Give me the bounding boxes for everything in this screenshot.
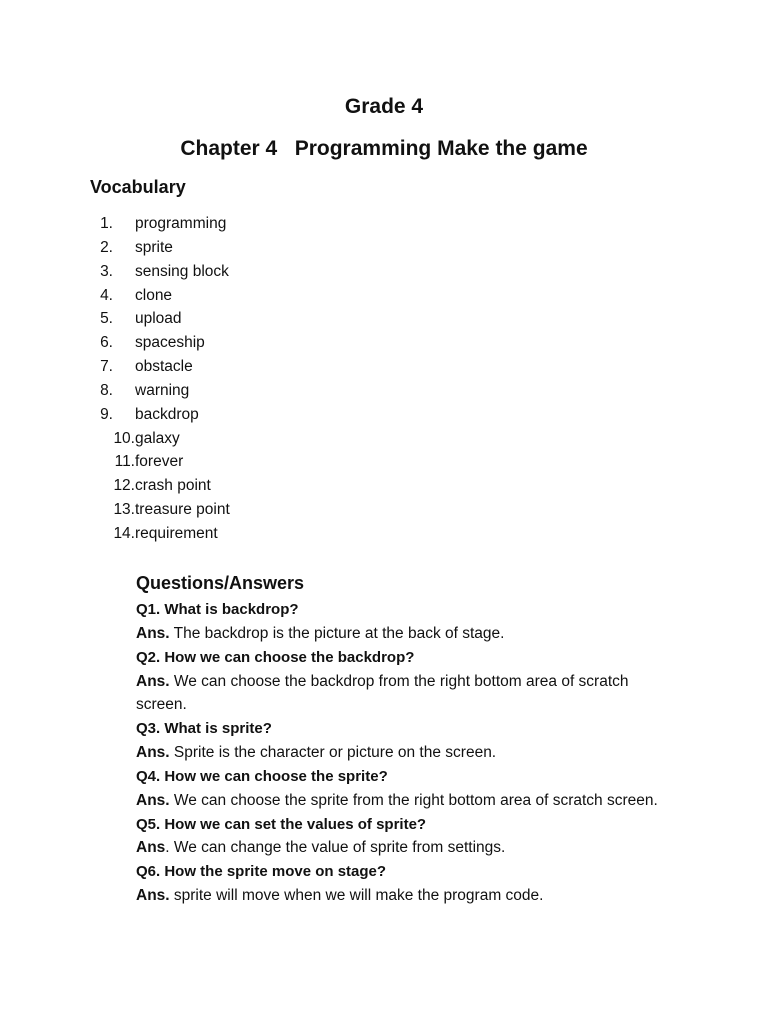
vocabulary-number: 10.	[113, 429, 135, 447]
vocabulary-item	[90, 331, 230, 355]
vocabulary-item	[90, 212, 230, 236]
vocabulary-list	[90, 212, 230, 546]
vocabulary-item	[90, 522, 230, 546]
vocabulary-term: forever	[135, 453, 184, 471]
answer	[136, 741, 676, 765]
vocabulary-item	[90, 260, 230, 284]
vocabulary-term: treasure point	[135, 501, 230, 519]
question: Q2. How we can choose the backdrop?	[136, 648, 415, 666]
vocabulary-term: crash point	[135, 477, 211, 495]
vocabulary-item	[90, 427, 230, 451]
question: Q3. What is sprite?	[136, 720, 272, 738]
question: Q5. How we can set the values of sprite?	[136, 815, 427, 833]
answer	[136, 789, 676, 813]
answer-text: We can choose the sprite from the right bottom area of scratch screen.	[169, 791, 658, 809]
answer-text: Sprite is the character or picture on the screen.	[169, 744, 497, 762]
answer-text: . We can change the value of sprite from settings.	[165, 839, 506, 857]
chapter-title: Chapter 4 Programming Make the game	[180, 137, 588, 160]
vocabulary-number: 12.	[113, 477, 135, 495]
questions-answers-section	[136, 598, 676, 908]
vocabulary-term: spaceship	[135, 334, 205, 352]
answer	[136, 670, 676, 718]
vocabulary-term: sensing block	[135, 262, 229, 280]
vocabulary-number: 14.	[113, 524, 135, 542]
answer-text: The backdrop is the picture at the back of stage.	[169, 624, 505, 642]
vocabulary-number: 9.	[100, 405, 113, 423]
vocabulary-number: 3.	[100, 262, 113, 280]
vocabulary-term: clone	[135, 286, 173, 304]
question: Q1. What is backdrop?	[136, 601, 299, 618]
vocabulary-term: upload	[135, 310, 182, 328]
vocabulary-item	[90, 474, 230, 498]
vocabulary-term: backdrop	[135, 405, 199, 423]
question: Q6. How the sprite move on stage?	[136, 863, 387, 881]
answer-label: Ans.	[136, 672, 170, 690]
vocabulary-number: 1.	[100, 215, 113, 232]
vocabulary-number: 13.	[113, 501, 135, 519]
answer-text: We can choose the backdrop from the right bottom area of scratch screen.	[136, 672, 629, 714]
vocabulary-number: 6.	[100, 334, 113, 352]
vocabulary-item	[90, 236, 230, 260]
answer	[136, 884, 676, 908]
vocabulary-item	[90, 379, 230, 403]
vocabulary-term: obstacle	[135, 358, 193, 376]
vocabulary-term: galaxy	[135, 429, 180, 447]
vocabulary-heading: Vocabulary	[90, 177, 186, 197]
question: Q4. How we can choose the sprite?	[136, 767, 388, 785]
vocabulary-number: 7.	[100, 358, 113, 376]
answer-label: Ans.	[136, 624, 170, 642]
vocabulary-number: 8.	[100, 381, 113, 399]
vocabulary-term: programming	[135, 215, 227, 232]
vocabulary-term: sprite	[135, 238, 173, 256]
vocabulary-term: requirement	[135, 524, 218, 542]
answer-label: Ans.	[136, 744, 170, 762]
vocabulary-item	[90, 498, 230, 522]
answer-label: Ans.	[136, 791, 170, 809]
vocabulary-number: 11.	[114, 453, 135, 471]
answer-label: Ans.	[136, 887, 170, 905]
vocabulary-item	[90, 403, 230, 427]
answer	[136, 836, 676, 860]
answer	[136, 622, 676, 646]
vocabulary-number: 4.	[100, 286, 113, 304]
answer-label: Ans	[136, 839, 166, 857]
vocabulary-number: 5.	[100, 310, 113, 328]
vocabulary-term: warning	[135, 381, 190, 399]
grade-title: Grade 4	[344, 95, 424, 118]
vocabulary-number: 2.	[100, 238, 113, 256]
questions-answers-heading: Questions/Answers	[136, 573, 305, 593]
vocabulary-item	[90, 307, 230, 331]
vocabulary-item	[90, 284, 230, 308]
answer-text: sprite will move when we will make the program code.	[169, 887, 544, 905]
vocabulary-item	[90, 355, 230, 379]
vocabulary-item	[90, 450, 230, 474]
